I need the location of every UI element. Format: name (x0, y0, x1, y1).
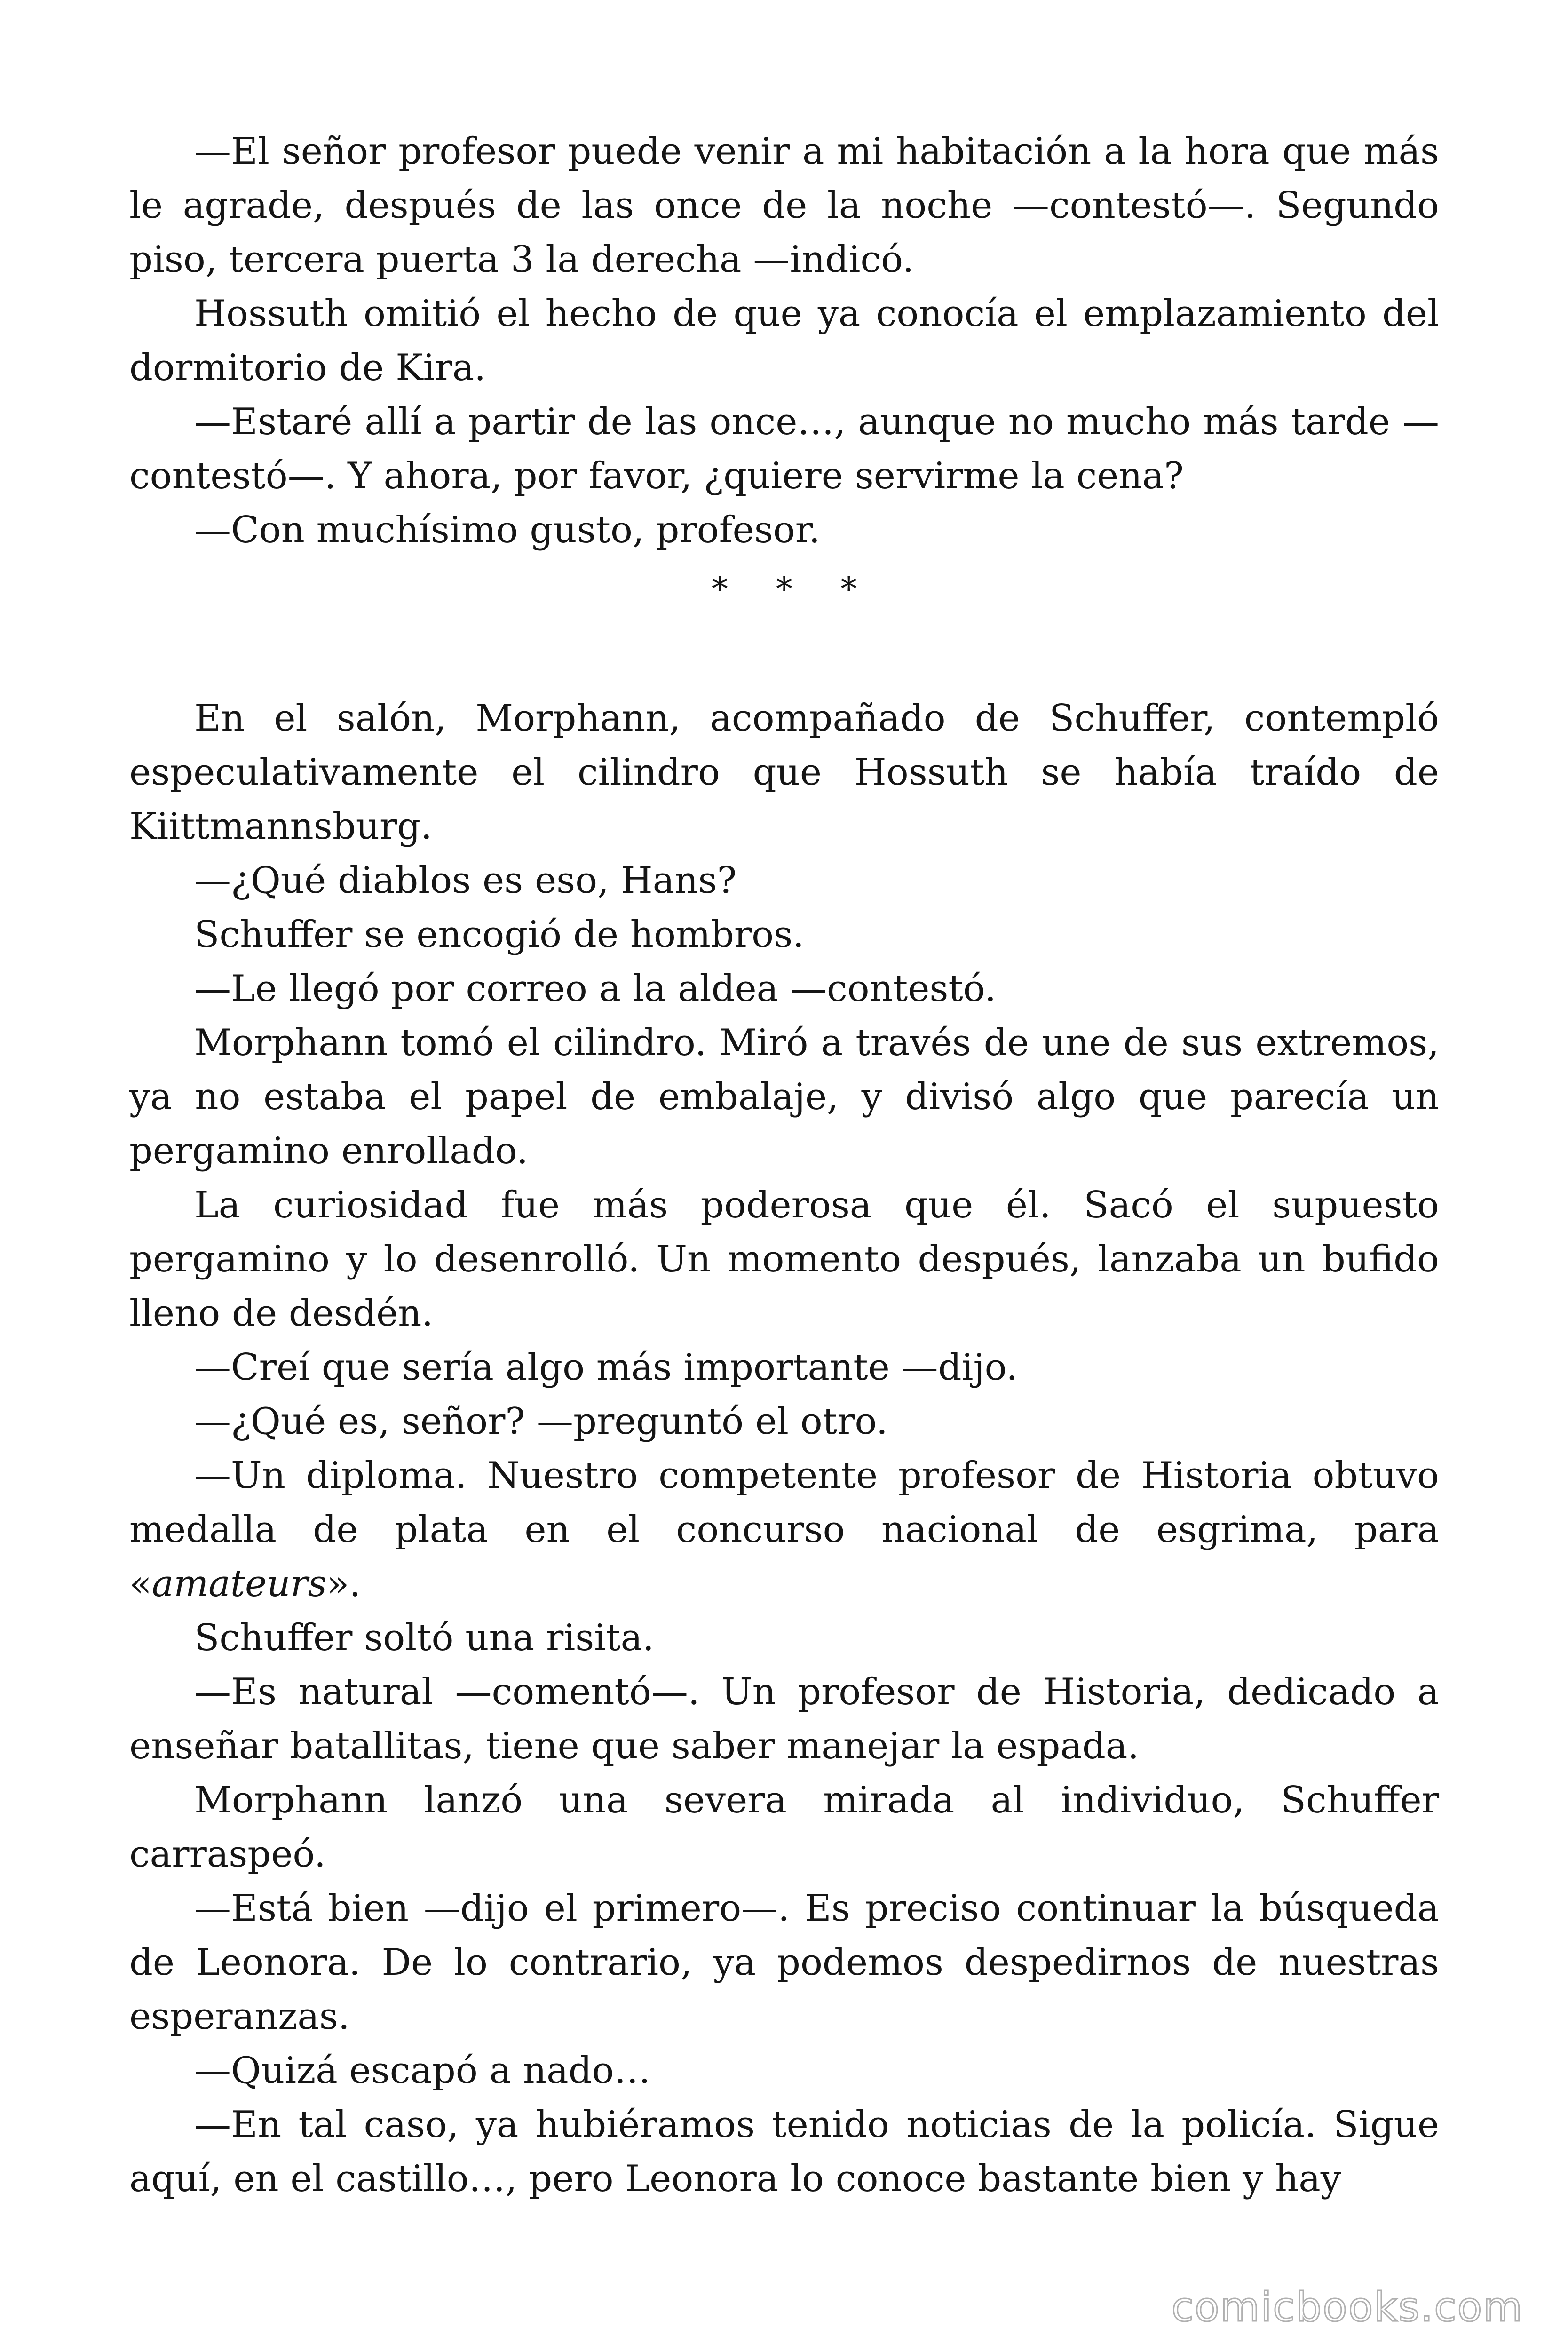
paragraph: —¿Qué diablos es eso, Hans? (194, 859, 737, 902)
paragraph: —Está bien —dijo el primero—. Es preciso continuar la búsqueda de Leonora. De lo contrario, ya podemos despedirnos de nuestras esperanzas. (129, 1887, 1439, 2038)
page-body (129, 125, 1439, 2206)
paragraph: —¿Qué es, señor? —preguntó el otro. (194, 1400, 888, 1443)
paragraph: —Es natural —comentó—. Un profesor de Historia, dedicado a enseñar batallitas, tiene que saber manejar la espada. (129, 1671, 1439, 1767)
paragraph: Hossuth omitió el hecho de que ya conocía el emplazamiento del dormitorio de Kira. (129, 293, 1439, 389)
paragraph: Schuffer soltó una risita. (194, 1617, 654, 1659)
paragraph-diploma (129, 1449, 1439, 1611)
paragraph: —Quizá escapó a nado… (194, 2050, 651, 2092)
paragraph: Morphann tomó el cilindro. Miró a través de une de sus extremos, ya no estaba el papel de embalaje, y divisó algo que parecía un pergamino enrollado. (129, 1022, 1439, 1172)
italic-word: amateurs (151, 1563, 327, 1605)
paragraph: —En tal caso, ya hubiéramos tenido noticias de la policía. Sigue aquí, en el castillo…, pero Leonora lo conoce bastante bien y hay (129, 2104, 1439, 2200)
paragraph: Schuffer se encogió de hombros. (194, 914, 804, 956)
paragraph: —El señor profesor puede venir a mi habitación a la hora que más le agrade, después de las once de la noche —contestó—. Segundo piso, tercera puerta 3 la derecha —indicó. (129, 130, 1439, 281)
watermark: comicbooks.com (1171, 2284, 1523, 2331)
paragraph: —Con muchísimo gusto, profesor. (194, 509, 821, 551)
paragraph: En el salón, Morphann, acompañado de Schuffer, contempló especulativamente el cilindro que Hossuth se había traído de Kiittmannsburg. (129, 697, 1439, 848)
diploma-text-start: —Un diploma. Nuestro competente profesor de Historia obtuvo medalla de plata en el concurso nacional de esgrima, para « (129, 1454, 1439, 1605)
paragraph: —Creí que sería algo más importante —dijo. (194, 1346, 1018, 1389)
diploma-text-end: ». (326, 1563, 361, 1605)
paragraph: Morphann lanzó una severa mirada al individuo, Schuffer carraspeó. (129, 1779, 1439, 1875)
scene-separator: * * * (711, 570, 876, 608)
paragraph: —Estaré allí a partir de las once…, aunque no mucho más tarde —contestó—. Y ahora, por favor, ¿quiere servirme la cena? (129, 401, 1439, 497)
paragraph: La curiosidad fue más poderosa que él. Sacó el supuesto pergamino y lo desenrolló. Un momento después, lanzaba un bufido lleno de desdén. (129, 1184, 1439, 1335)
paragraph: —Le llegó por correo a la aldea —contestó. (194, 968, 997, 1010)
